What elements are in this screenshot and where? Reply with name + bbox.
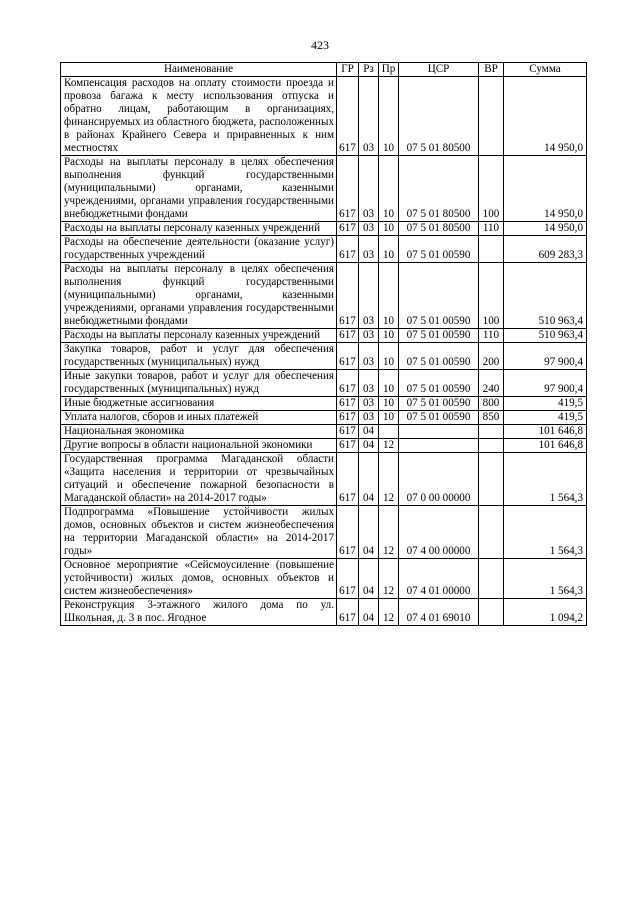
row-pr: 10 [379,343,399,370]
row-sum: 97 900,4 [504,343,587,370]
row-csr: 07 5 01 00590 [399,370,479,397]
row-pr: 10 [379,222,399,236]
row-name: Государственная программа Магаданской области «Защита населения и территории от чрезвычайных ситуаций и обеспечение пожарной безопасности в Магаданской области» на 2014-2017 годы» [61,453,337,506]
row-sum: 419,5 [504,411,587,425]
row-csr: 07 5 01 80500 [399,156,479,222]
row-pr: 10 [379,397,399,411]
row-csr: 07 5 01 00590 [399,397,479,411]
row-csr: 07 5 01 00590 [399,411,479,425]
row-vr: 240 [479,370,504,397]
row-sum: 510 963,4 [504,329,587,343]
row-pr: 10 [379,77,399,156]
table-row [61,439,587,453]
row-gr: 617 [337,599,359,626]
row-vr [479,506,504,559]
row-rz: 03 [359,370,379,397]
row-rz: 03 [359,77,379,156]
row-name: Подпрограмма «Повышение устойчивости жилых домов, основных объектов и систем жизнеобеспечения на территории Магаданской области» на 2014-2017 годы» [61,506,337,559]
row-csr: 07 5 01 80500 [399,222,479,236]
row-name: Расходы на обеспечение деятельности (оказание услуг) государственных учреждений [61,236,337,263]
table-row [61,397,587,411]
row-name: Иные бюджетные ассигнования [61,397,337,411]
row-sum: 510 963,4 [504,263,587,329]
header-pr: Пр [379,63,399,77]
table-row [61,329,587,343]
row-name: Национальная экономика [61,425,337,439]
header-name: Наименование [61,63,337,77]
row-sum: 101 646,8 [504,439,587,453]
row-name: Реконструкция 3-этажного жилого дома по ул. Школьная, д. 3 в пос. Ягодное [61,599,337,626]
header-sum: Сумма [504,63,587,77]
row-pr: 10 [379,411,399,425]
row-csr: 07 4 01 69010 [399,599,479,626]
row-rz: 04 [359,453,379,506]
table-row [61,222,587,236]
row-pr: 12 [379,559,399,599]
row-sum: 14 950,0 [504,77,587,156]
row-gr: 617 [337,411,359,425]
table-row [61,370,587,397]
row-csr: 07 5 01 00590 [399,263,479,329]
row-name: Расходы на выплаты персоналу в целях обеспечения выполнения функций государственными (муниципальными) органами, казенными учреждениями, органами управления государственными внебюджетными фондами [61,156,337,222]
header-gr: ГР [337,63,359,77]
row-rz: 04 [359,425,379,439]
row-sum: 14 950,0 [504,156,587,222]
row-vr: 110 [479,222,504,236]
table-row [61,411,587,425]
table-row [61,425,587,439]
header-csr: ЦСР [399,63,479,77]
row-name: Уплата налогов, сборов и иных платежей [61,411,337,425]
header-row [61,63,587,77]
table-row [61,156,587,222]
row-vr [479,439,504,453]
row-gr: 617 [337,77,359,156]
row-csr [399,425,479,439]
row-pr: 10 [379,370,399,397]
row-sum: 1 094,2 [504,599,587,626]
table-row [61,559,587,599]
row-rz: 03 [359,156,379,222]
row-rz: 04 [359,439,379,453]
table-row [61,453,587,506]
row-gr: 617 [337,439,359,453]
row-gr: 617 [337,506,359,559]
row-rz: 03 [359,397,379,411]
row-rz: 04 [359,506,379,559]
row-pr: 12 [379,439,399,453]
row-name: Основное мероприятие «Сейсмоусиление (повышение устойчивости) жилых домов, основных объектов и систем жизнеобеспечения» [61,559,337,599]
row-sum: 419,5 [504,397,587,411]
row-sum: 1 564,3 [504,559,587,599]
row-name: Расходы на выплаты персоналу в целях обеспечения выполнения функций государственными (муниципальными) органами, казенными учреждениями, органами управления государственными внебюджетными фондами [61,263,337,329]
row-vr: 850 [479,411,504,425]
row-name: Расходы на выплаты персоналу казенных учреждений [61,329,337,343]
table-row [61,77,587,156]
row-rz: 03 [359,222,379,236]
row-csr: 07 5 01 00590 [399,329,479,343]
row-sum: 609 283,3 [504,236,587,263]
row-vr [479,425,504,439]
row-pr: 10 [379,263,399,329]
row-gr: 617 [337,453,359,506]
row-pr: 10 [379,329,399,343]
row-csr: 07 5 01 80500 [399,77,479,156]
row-vr [479,559,504,599]
row-pr: 12 [379,453,399,506]
budget-table [60,62,587,626]
row-rz: 03 [359,263,379,329]
row-name: Компенсация расходов на оплату стоимости проезда и провоза багажа к месту использования отпуска и обратно лицам, работающим в организациях, финансируемых из областного бюджета, расположенных в районах Крайнего Севера и приравненных к ним местностях [61,77,337,156]
row-vr [479,77,504,156]
table-row [61,263,587,329]
row-gr: 617 [337,156,359,222]
row-vr [479,236,504,263]
row-csr: 07 4 01 00000 [399,559,479,599]
row-gr: 617 [337,397,359,411]
row-rz: 03 [359,411,379,425]
row-gr: 617 [337,263,359,329]
row-pr: 12 [379,599,399,626]
row-sum: 1 564,3 [504,453,587,506]
row-name: Расходы на выплаты персоналу казенных учреждений [61,222,337,236]
row-vr: 200 [479,343,504,370]
row-gr: 617 [337,222,359,236]
row-csr [399,439,479,453]
row-gr: 617 [337,370,359,397]
header-rz: Рз [359,63,379,77]
row-gr: 617 [337,236,359,263]
row-gr: 617 [337,425,359,439]
row-csr: 07 5 01 00590 [399,343,479,370]
page-number: 423 [311,38,329,52]
row-pr: 10 [379,236,399,263]
row-sum: 1 564,3 [504,506,587,559]
table-row [61,506,587,559]
row-name: Иные закупки товаров, работ и услуг для обеспечения государственных (муниципальных) нужд [61,370,337,397]
row-vr [479,453,504,506]
row-sum: 97 900,4 [504,370,587,397]
row-rz: 03 [359,236,379,263]
row-sum: 14 950,0 [504,222,587,236]
row-gr: 617 [337,329,359,343]
row-vr [479,599,504,626]
row-name: Другие вопросы в области национальной экономики [61,439,337,453]
row-gr: 617 [337,559,359,599]
table-row [61,343,587,370]
row-vr: 100 [479,156,504,222]
row-rz: 04 [359,559,379,599]
row-csr: 07 0 00 00000 [399,453,479,506]
row-csr: 07 5 01 00590 [399,236,479,263]
row-vr: 800 [479,397,504,411]
row-rz: 03 [359,343,379,370]
row-rz: 04 [359,599,379,626]
header-vr: ВР [479,63,504,77]
row-sum: 101 646,8 [504,425,587,439]
row-name: Закупка товаров, работ и услуг для обеспечения государственных (муниципальных) нужд [61,343,337,370]
row-rz: 03 [359,329,379,343]
row-gr: 617 [337,343,359,370]
row-vr: 110 [479,329,504,343]
row-csr: 07 4 00 00000 [399,506,479,559]
row-pr [379,425,399,439]
row-pr: 10 [379,156,399,222]
table-row [61,236,587,263]
table-row [61,599,587,626]
row-vr: 100 [479,263,504,329]
row-pr: 12 [379,506,399,559]
